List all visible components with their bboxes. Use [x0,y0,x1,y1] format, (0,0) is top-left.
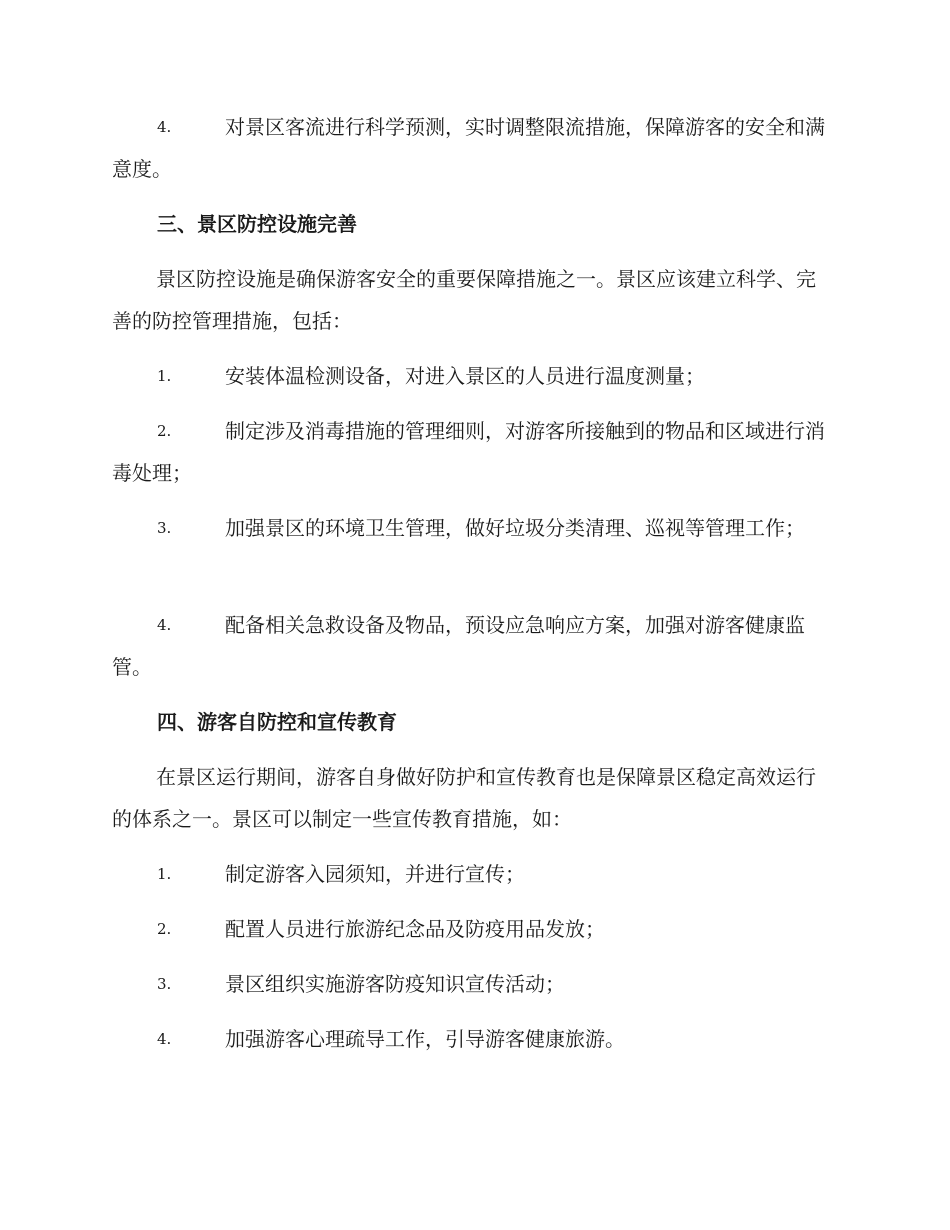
list-text: 加强景区的环境卫生管理，做好垃圾分类清理、巡视等管理工作； [225,516,805,540]
list-text: 制定游客入园须知，并进行宣传； [225,862,525,886]
section-heading: 三、景区防控设施完善 [157,212,357,236]
list-text: 安装体温检测设备，对进入景区的人员进行温度测量； [225,364,705,388]
list-text: 对景区客流进行科学预测，实时调整限流措施，保障游客的安全和满意度。 [112,115,825,181]
list-item [112,410,834,494]
list-item [112,106,834,190]
list-text: 加强游客心理疏导工作，引导游客健康旅游。 [225,1027,625,1051]
paragraph: 在景区运行期间，游客自身做好防护和宣传教育也是保障景区稳定高效运行的体系之一。景区可以制定一些宣传教育措施，如： [112,765,816,831]
list-number: 4. [157,1030,172,1048]
list-item [112,963,834,1005]
list-number: 2. [157,920,172,938]
list-text: 配备相关急救设备及物品，预设应急响应方案，加强对游客健康监管。 [112,613,805,679]
list-number: 1. [157,865,172,883]
section-heading: 四、游客自防控和宣传教育 [157,710,397,734]
list-item [112,355,834,397]
list-item [112,853,834,895]
list-number: 3. [157,975,172,993]
list-number: 1. [157,367,172,385]
list-item [112,507,834,549]
list-text: 景区组织实施游客防疫知识宣传活动； [225,972,565,996]
list-number: 2. [157,422,172,440]
list-number: 4. [157,118,172,136]
list-text: 制定涉及消毒措施的管理细则，对游客所接触到的物品和区域进行消毒处理； [112,419,825,485]
list-text: 配置人员进行旅游纪念品及防疫用品发放； [225,917,605,941]
list-item [112,1018,834,1060]
list-number: 3. [157,519,172,537]
list-item [112,908,834,950]
list-number: 4. [157,616,172,634]
paragraph: 景区防控设施是确保游客安全的重要保障措施之一。景区应该建立科学、完善的防控管理措施，包括： [112,267,816,333]
list-item [112,604,834,688]
